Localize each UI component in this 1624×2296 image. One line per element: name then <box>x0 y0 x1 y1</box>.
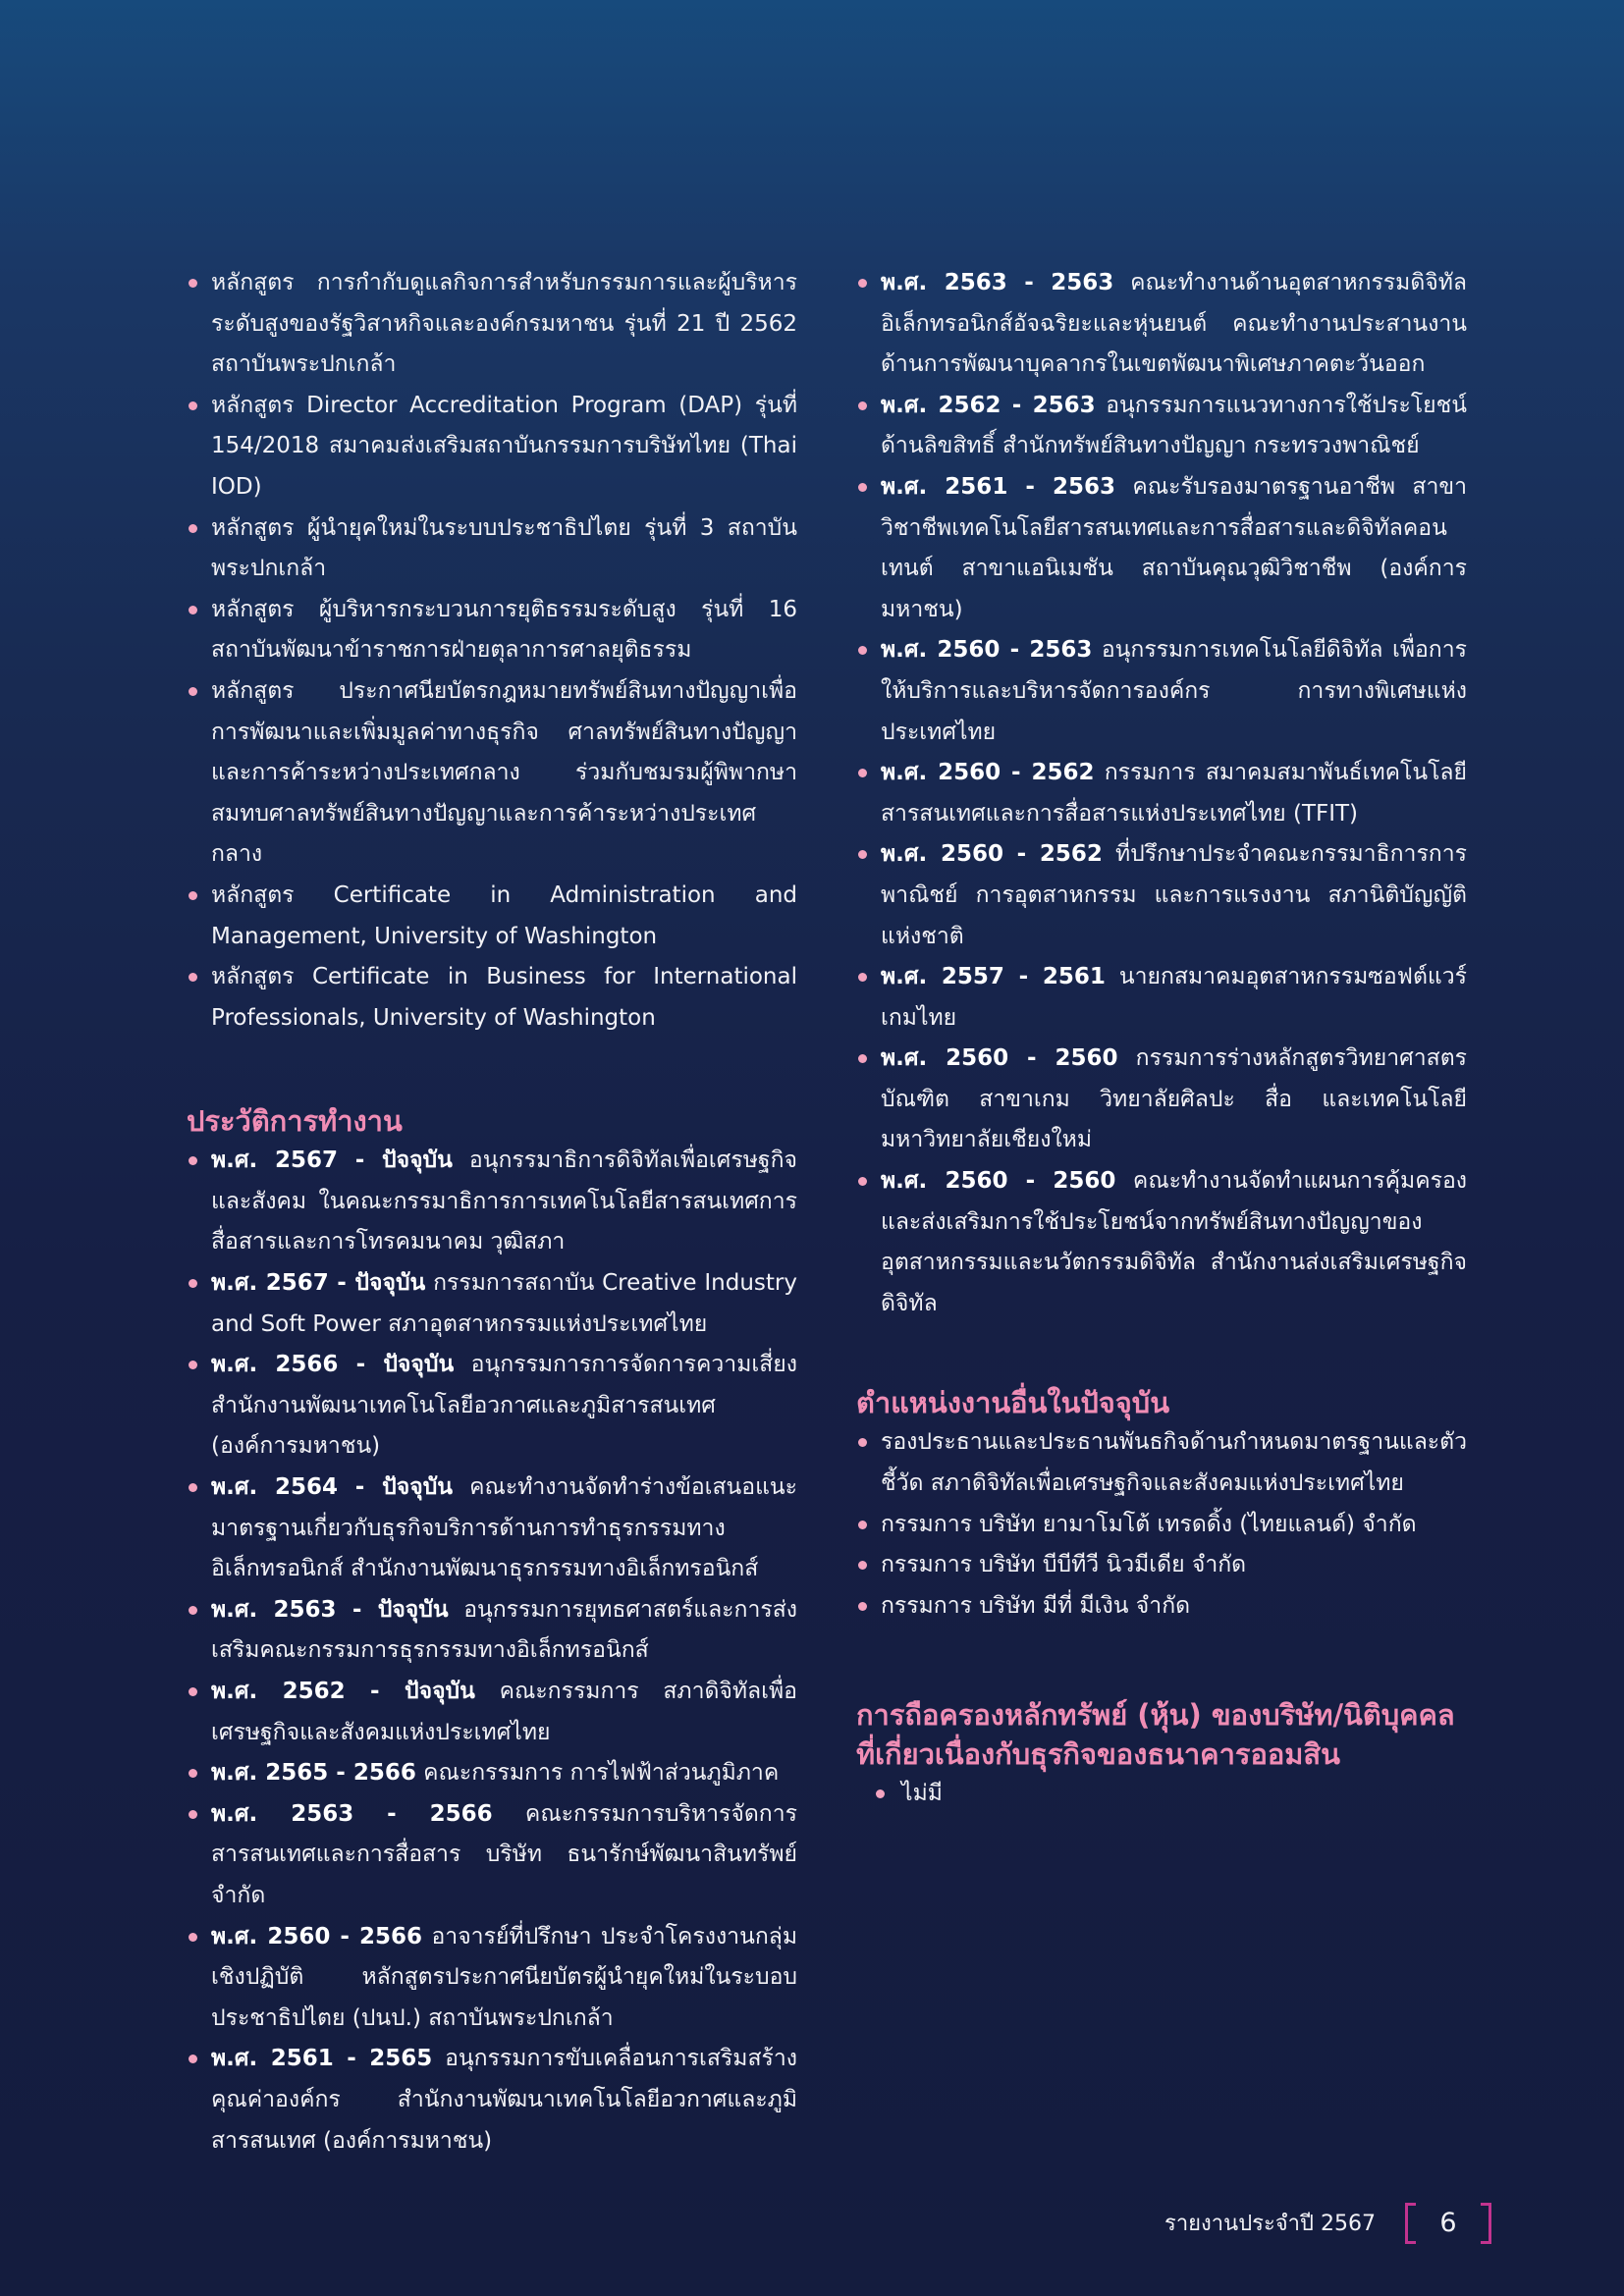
list-item <box>856 753 1467 834</box>
page-number <box>1405 2203 1491 2242</box>
list-item <box>187 1753 797 1794</box>
left-column <box>187 263 797 2162</box>
list-item <box>856 1505 1467 1546</box>
list-item <box>187 1794 797 1917</box>
item-text: กรรมการ บริษัท บีบีทีวี นิวมีเดีย จำกัด <box>881 1552 1247 1578</box>
item-text: หลักสูตร ผู้บริหารกระบวนการยุติธรรมระดับสูง รุ่นที่ 16 สถาบันพัฒนาข้าราชการฝ่ายตุลาการศาลยุติธรรม <box>211 596 797 664</box>
item-period: พ.ศ. 2560 - 2560 <box>881 1045 1118 1072</box>
item-text: อนุกรรมาธิการดิจิทัลเพื่อเศรษฐกิจและสังคม ในคณะกรรมาธิการการเทคโนโลยีสารสนเทศการสื่อสารและการโทรคมนาคม วุฒิสภา <box>211 1148 797 1255</box>
item-text: อาจารย์ที่ปรึกษา ประจำโครงงานกลุ่มเชิงปฏิบัติ หลักสูตรประกาศนียบัตรผู้นำยุคใหม่ในระบอบประชาธิปไตย (ปนป.) สถาบันพระปกเกล้า <box>211 1923 797 2031</box>
item-text: คณะกรรมการ การไฟฟ้าส่วนภูมิภาค <box>415 1760 780 1787</box>
item-text: อนุกรรมการยุทธศาสตร์และการส่งเสริมคณะกรรมการธุรกรรมทางอิเล็กทรอนิกส์ <box>211 1596 797 1664</box>
item-text: หลักสูตร Director Accreditation Program (DAP) รุ่นที่ 154/2018 สมาคมส่งเสริมสถาบันกรรมการบริษัทไทย (Thai IOD) <box>211 392 797 500</box>
item-period: พ.ศ. 2566 - ปัจจุบัน <box>211 1352 455 1378</box>
item-text: คณะรับรองมาตรฐานอาชีพ สาขาวิชาชีพเทคโนโลยีสารสนเทศและการสื่อสารและดิจิทัลคอนเทนต์ สาขาแอนิเมชัน สถาบันคุณวุฒิวิชาชีพ (องค์การมหาชน) <box>881 473 1467 622</box>
item-text: ไม่มี <box>901 1781 943 1807</box>
item-text: คณะทำงานจัดทำแผนการคุ้มครองและส่งเสริมการใช้ประโยชน์จากทรัพย์สินทางปัญญาของอุตสาหกรรมและนวัตกรรมดิจิทัล สำนักงานส่งเสริมเศรษฐกิจดิจิทัล <box>881 1168 1467 1316</box>
item-text: หลักสูตร Certificate in Business for International Professionals, University of Washington <box>211 964 797 1031</box>
item-text: นายกสมาคมอุตสาหกรรมซอฟต์แวร์เกมไทย <box>881 964 1467 1031</box>
list-item <box>856 957 1467 1039</box>
item-period: พ.ศ. 2561 - 2565 <box>211 2046 433 2072</box>
list-item <box>187 876 797 957</box>
list-item <box>856 386 1467 467</box>
item-text: กรรมการสถาบัน Creative Industry and Soft Power สภาอุตสาหกรรมแห่งประเทศไทย <box>211 1270 797 1337</box>
item-text: รองประธานและประธานพันธกิจด้านกำหนดมาตรฐานและตัวชี้วัด สภาดิจิทัลเพื่อเศรษฐกิจและสังคมแห่งประเทศไทย <box>881 1429 1468 1497</box>
item-text: กรรมการร่างหลักสูตรวิทยาศาสตรบัณฑิต สาขาเกม วิทยาลัยศิลปะ สื่อ และเทคโนโลยี มหาวิทยาลัยเชียงใหม่ <box>881 1045 1467 1153</box>
list-item <box>856 1774 1467 1815</box>
work-history-heading: ประวัติการทำงาน <box>187 1104 403 1139</box>
item-text: อนุกรรมการเทคโนโลยีดิจิทัล เพื่อการให้บริการและบริหารจัดการองค์กร การทางพิเศษแห่งประเทศไทย <box>881 637 1467 745</box>
list-item <box>856 467 1467 630</box>
item-period: พ.ศ. 2560 - 2562 <box>881 760 1095 786</box>
item-text: หลักสูตร ผู้นำยุคใหม่ในระบบประชาธิปไตย รุ่นที่ 3 สถาบันพระปกเกล้า <box>211 514 797 582</box>
holdings-list <box>856 1774 1467 1815</box>
list-item <box>187 1263 797 1345</box>
list-item <box>187 1345 797 1468</box>
courses-list <box>187 263 797 1039</box>
list-item <box>187 1468 797 1590</box>
list-item <box>187 1590 797 1672</box>
bracket-right-icon <box>1481 2203 1491 2244</box>
report-label: รายงานประจำปี 2567 <box>1164 2211 1376 2236</box>
item-text: อนุกรรมการขับเคลื่อนการเสริมสร้างคุณค่าองค์กร สำนักงานพัฒนาเทคโนโลยีอวกาศและภูมิสารสนเทศ (องค์การมหาชน) <box>211 2046 797 2154</box>
list-item <box>856 834 1467 957</box>
item-period: พ.ศ. 2563 - ปัจจุบัน <box>211 1596 449 1623</box>
list-item <box>856 1422 1467 1504</box>
list-item <box>856 1586 1467 1628</box>
item-text: อนุกรรมการการจัดการความเสี่ยง สำนักงานพัฒนาเทคโนโลยีอวกาศและภูมิสารสนเทศ (องค์การมหาชน) <box>211 1352 797 1460</box>
item-text: หลักสูตร Certificate in Administration and Management, University of Washington <box>211 881 797 949</box>
list-item <box>187 2039 797 2162</box>
list-item <box>187 957 797 1039</box>
item-period: พ.ศ. 2567 - ปัจจุบัน <box>211 1148 453 1174</box>
item-period: พ.ศ. 2562 - 2563 <box>881 392 1096 418</box>
list-item <box>187 386 797 508</box>
list-item <box>187 1672 797 1753</box>
list-item <box>187 1141 797 1263</box>
work-history-list <box>187 1141 797 2162</box>
item-text: คณะกรรมการ สภาดิจิทัลเพื่อเศรษฐกิจและสังคมแห่งประเทศไทย <box>211 1679 797 1745</box>
item-period: พ.ศ. 2562 - ปัจจุบัน <box>211 1679 475 1704</box>
right-column <box>856 263 1467 1815</box>
holdings-heading: การถือครองหลักทรัพย์ (หุ้น) ของบริษัท/นิติบุคคล ที่เกี่ยวเนื่องกับธุรกิจของธนาคารออมสิน <box>856 1698 1455 1772</box>
item-period: พ.ศ. 2560 - 2560 <box>881 1168 1116 1195</box>
list-item <box>187 508 797 590</box>
page-number-text: 6 <box>1439 2207 1457 2238</box>
item-period: พ.ศ. 2560 - 2563 <box>881 637 1093 664</box>
list-item <box>187 1917 797 2040</box>
item-text: หลักสูตร การกำกับดูแลกิจการสำหรับกรรมการและผู้บริหารระดับสูงของรัฐวิสาหกิจและองค์กรมหาชน รุ่นที่ 21 ปี 2562 สถาบันพระปกเกล้า <box>211 270 797 378</box>
item-text: อนุกรรมการแนวทางการใช้ประโยชน์ด้านลิขสิทธิ์ สำนักทรัพย์สินทางปัญญา กระทรวงพาณิชย์ <box>881 392 1467 459</box>
item-period: พ.ศ. 2563 - 2566 <box>211 1800 493 1827</box>
item-period: พ.ศ. 2567 - ปัจจุบัน <box>211 1270 426 1297</box>
list-item <box>856 1039 1467 1161</box>
list-item <box>187 263 797 386</box>
item-text: ที่ปรึกษาประจำคณะกรรมาธิการการพาณิชย์ การอุตสาหกรรม และการแรงงาน สภานิติบัญญัติแห่งชาติ <box>881 841 1467 949</box>
item-period: พ.ศ. 2564 - ปัจจุบัน <box>211 1474 454 1501</box>
item-text: กรรมการ บริษัท มีที่ มีเงิน จำกัด <box>881 1592 1191 1619</box>
list-item <box>856 1545 1467 1586</box>
item-period: พ.ศ. 2561 - 2563 <box>881 473 1116 500</box>
item-text: คณะกรรมการบริหารจัดการสารสนเทศและการสื่อสาร บริษัท ธนารักษ์พัฒนาสินทรัพย์ จำกัด <box>211 1800 797 1908</box>
item-text: กรรมการ บริษัท ยามาโมโต้ เทรดดิ้ง (ไทยแลนด์) จำกัด <box>881 1511 1417 1537</box>
other-positions-list <box>856 1422 1467 1627</box>
bracket-left-icon <box>1405 2203 1416 2244</box>
list-item <box>187 671 797 876</box>
list-item <box>187 590 797 671</box>
item-text: กรรมการ สมาคมสมาพันธ์เทคโนโลยีสารสนเทศและการสื่อสารแห่งประเทศไทย (TFIT) <box>881 760 1467 827</box>
list-item <box>856 630 1467 753</box>
item-period: พ.ศ. 2560 - 2562 <box>881 841 1103 868</box>
item-period: พ.ศ. 2565 - 2566 <box>211 1760 416 1787</box>
other-positions-heading: ตำแหน่งงานอื่นในปัจจุบัน <box>856 1386 1170 1420</box>
page-footer <box>1164 2199 1491 2246</box>
list-item <box>856 263 1467 386</box>
item-text: คณะทำงานด้านอุตสาหกรรมดิจิทัลอิเล็กทรอนิกส์อัจฉริยะและหุ่นยนต์ คณะทำงานประสานงานด้านการพัฒนาบุคลากรในเขตพัฒนาพิเศษภาคตะวันออก <box>881 270 1467 378</box>
item-text: คณะทำงานจัดทำร่างข้อเสนอแนะมาตรฐานเกี่ยวกับธุรกิจบริการด้านการทำธุรกรรมทางอิเล็กทรอนิกส์ สำนักงานพัฒนาธุรกรรมทางอิเล็กทรอนิกส์ <box>211 1474 797 1582</box>
work-history-list-continued <box>856 263 1467 1324</box>
item-text: หลักสูตร ประกาศนียบัตรกฎหมายทรัพย์สินทางปัญญาเพื่อการพัฒนาและเพิ่มมูลค่าทางธุรกิจ ศาลทรัพย์สินทางปัญญาและการค้าระหว่างประเทศกลาง ร่วมกับชมรมผู้พิพากษาสมทบศาลทรัพย์สินทางปัญญาและการค้าระหว่างประเทศกลาง <box>211 677 797 868</box>
item-period: พ.ศ. 2563 - 2563 <box>881 270 1114 295</box>
list-item <box>856 1161 1467 1324</box>
item-period: พ.ศ. 2557 - 2561 <box>881 964 1106 990</box>
item-period: พ.ศ. 2560 - 2566 <box>211 1923 423 1949</box>
